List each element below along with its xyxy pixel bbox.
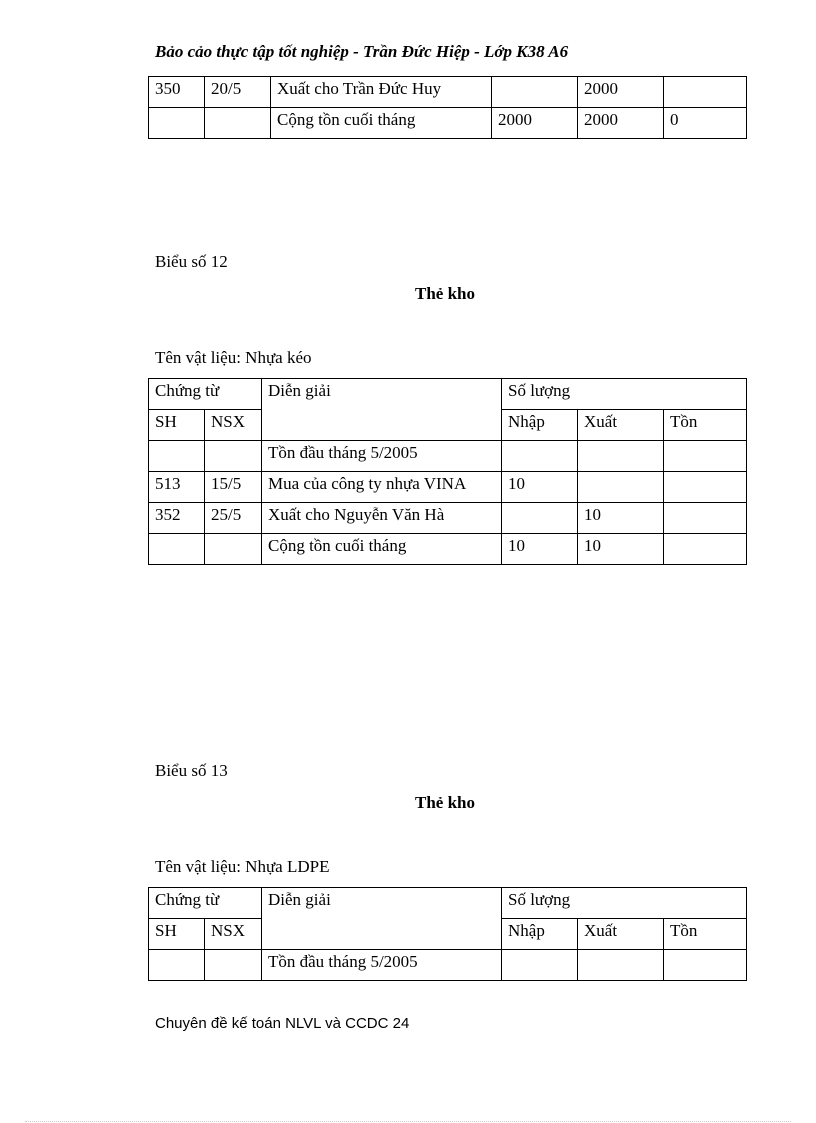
header-xuat: Xuất (578, 919, 664, 950)
page-footer: Chuyên đề kế toán NLVL và CCDC 24 (155, 1015, 410, 1032)
table-cell (205, 441, 262, 472)
table-row (149, 77, 747, 108)
bieu-label-13: Biểu số 13 (155, 761, 228, 780)
the-kho-table-12 (148, 378, 747, 565)
the-kho-title-13: Thẻ kho (415, 793, 475, 812)
table-cell: Cộng tồn cuối tháng (271, 108, 492, 139)
header-chung-tu: Chứng từ (149, 888, 262, 919)
table-cell (664, 472, 747, 503)
table-cell: 513 (149, 472, 205, 503)
table-row (149, 441, 747, 472)
header-dien-giai: Diễn giải (262, 379, 502, 441)
header-sh: SH (149, 919, 205, 950)
table-cell: 10 (502, 472, 578, 503)
table-row (149, 950, 747, 981)
table-cell (492, 77, 578, 108)
table-cell: 10 (578, 503, 664, 534)
table-cell (664, 503, 747, 534)
table-cell (664, 77, 747, 108)
page-header: Bảo cảo thực tập tốt nghiệp - Trần Đức Hiệp - Lớp K38 A6 (155, 42, 569, 61)
the-kho-table-13 (148, 887, 747, 981)
table-cell (149, 441, 205, 472)
table-row (149, 534, 747, 565)
header-ton: Tồn (664, 919, 747, 950)
header-nsx: NSX (205, 410, 262, 441)
table-cell: 352 (149, 503, 205, 534)
table-cell (205, 534, 262, 565)
header-so-luong: Số lượng (502, 379, 747, 410)
table-row (149, 503, 747, 534)
table-cell: Mua của công ty nhựa VINA (262, 472, 502, 503)
header-nsx: NSX (205, 919, 262, 950)
table-cell (502, 950, 578, 981)
header-dien-giai: Diễn giải (262, 888, 502, 950)
the-kho-title-12: Thẻ kho (415, 284, 475, 303)
table-cell: 2000 (492, 108, 578, 139)
table-cell (149, 534, 205, 565)
table-cell: Tồn đầu tháng 5/2005 (262, 950, 502, 981)
material-label-13: Tên vật liệu: Nhựa LDPE (155, 857, 330, 876)
table-cell: 0 (664, 108, 747, 139)
table-cell: Tồn đầu tháng 5/2005 (262, 441, 502, 472)
table-cell: 15/5 (205, 472, 262, 503)
table-cell (664, 441, 747, 472)
table-cell: 2000 (578, 108, 664, 139)
header-nhap: Nhập (502, 919, 578, 950)
header-xuat: Xuất (578, 410, 664, 441)
header-so-luong: Số lượng (502, 888, 747, 919)
table-cell: 10 (502, 534, 578, 565)
header-row-1 (149, 379, 747, 410)
table-cell: 25/5 (205, 503, 262, 534)
header-row-1 (149, 888, 747, 919)
table-cell: Xuất cho Trần Đức Huy (271, 77, 492, 108)
table-cell: Cộng tồn cuối tháng (262, 534, 502, 565)
table-cell: Xuất cho Nguyễn Văn Hà (262, 503, 502, 534)
table-cell (664, 534, 747, 565)
header-sh: SH (149, 410, 205, 441)
table-row (149, 108, 747, 139)
table-cell: 350 (149, 77, 205, 108)
page-bottom-divider (25, 1121, 791, 1122)
header-ton: Tồn (664, 410, 747, 441)
table-cell: 10 (578, 534, 664, 565)
table-cell (578, 950, 664, 981)
table-cell: 2000 (578, 77, 664, 108)
table-cell (149, 108, 205, 139)
table-cell (502, 503, 578, 534)
material-label-12: Tên vật liệu: Nhựa kéo (155, 348, 312, 367)
table-cell (205, 108, 271, 139)
table-cell (578, 441, 664, 472)
header-chung-tu: Chứng từ (149, 379, 262, 410)
table-row (149, 472, 747, 503)
table-cell (149, 950, 205, 981)
table-cell (502, 441, 578, 472)
table-cell (578, 472, 664, 503)
table-cell: 20/5 (205, 77, 271, 108)
bieu-label-12: Biểu số 12 (155, 252, 228, 271)
table-cell (205, 950, 262, 981)
table-cell (664, 950, 747, 981)
header-nhap: Nhập (502, 410, 578, 441)
top-table (148, 76, 747, 139)
